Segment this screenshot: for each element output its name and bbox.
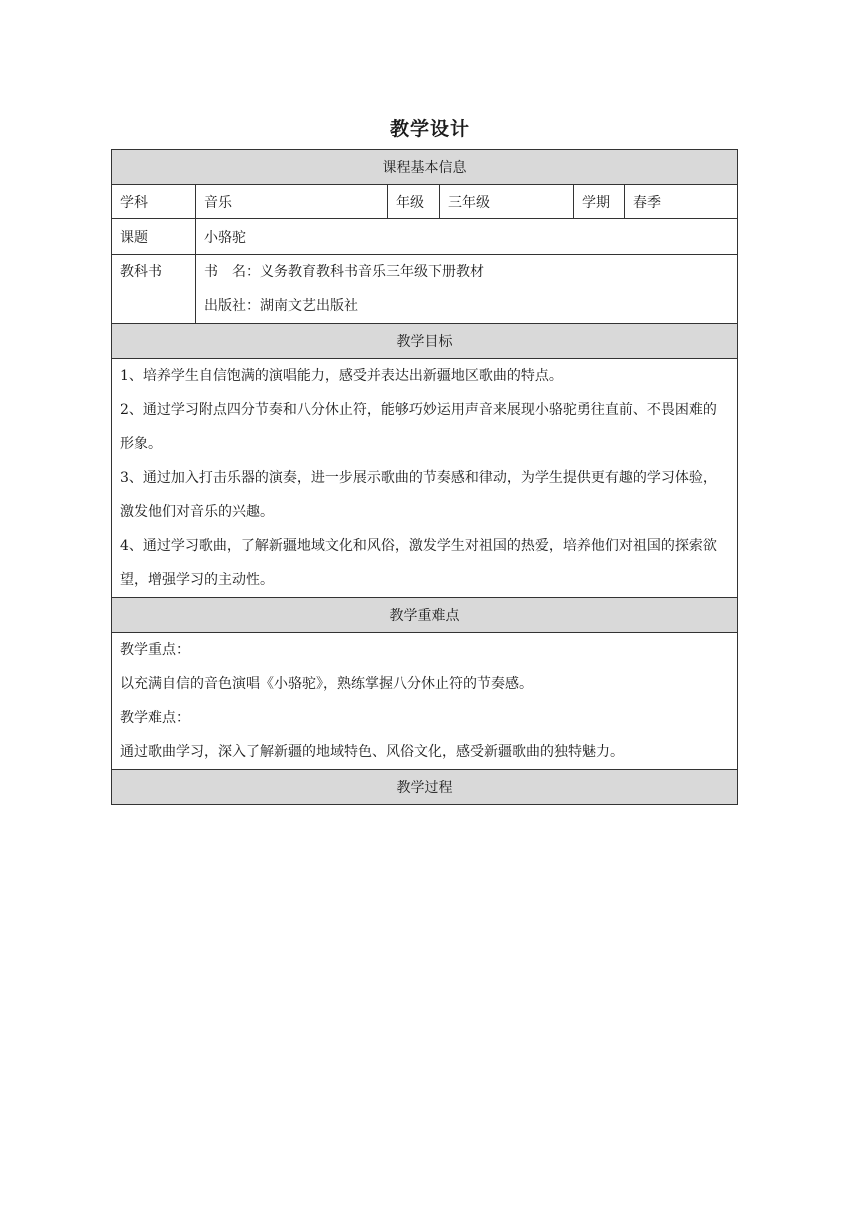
term-value: 春季 <box>625 185 738 219</box>
subject-value: 音乐 <box>196 185 388 219</box>
textbook-name: 书 名：义务教育教科书音乐三年级下册教材 <box>204 264 484 280</box>
grade-label: 年级 <box>388 185 440 219</box>
textbook-publisher: 出版社：湖南文艺出版社 <box>204 298 358 314</box>
section-header-objectives: 教学目标 <box>112 324 738 359</box>
textbook-info-cell <box>196 255 738 324</box>
focus-text: 以充满自信的音色演唱《小骆驼》，熟练掌握八分休止符的节奏感。 <box>120 676 533 692</box>
objectives-cell <box>112 359 738 598</box>
textbook-label: 教科书 <box>120 264 162 280</box>
grade-value: 三年级 <box>440 185 574 219</box>
lesson-plan-table <box>111 149 738 805</box>
term-label: 学期 <box>574 185 625 219</box>
objective-item: 1、培养学生自信饱满的演唱能力，感受并表达出新疆地区歌曲的特点。 <box>120 368 563 384</box>
key-points-cell <box>112 633 738 770</box>
topic-value: 小骆驼 <box>196 219 738 255</box>
focus-label: 教学重点： <box>120 642 190 658</box>
section-header-key-points: 教学重难点 <box>112 598 738 633</box>
subject-label: 学科 <box>112 185 196 219</box>
difficulty-text: 通过歌曲学习，深入了解新疆的地域特色、风俗文化，感受新疆歌曲的独特魅力。 <box>120 744 624 760</box>
document-title: 教学设计 <box>389 118 470 140</box>
textbook-label-cell <box>112 255 196 324</box>
objective-item: 4、通过学习歌曲，了解新疆地域文化和风俗，激发学生对祖国的热爱，培养他们对祖国的探索欲望，增强学习的主动性。 <box>120 538 717 588</box>
section-header-basic-info: 课程基本信息 <box>112 150 738 185</box>
objective-item: 3、通过加入打击乐器的演奏，进一步展示歌曲的节奏感和律动，为学生提供更有趣的学习体验，激发他们对音乐的兴趣。 <box>120 470 717 520</box>
difficulty-label: 教学难点： <box>120 710 190 726</box>
topic-label: 课题 <box>112 219 196 255</box>
objective-item: 2、通过学习附点四分节奏和八分休止符，能够巧妙运用声音来展现小骆驼勇往直前、不畏困难的形象。 <box>120 402 717 452</box>
section-header-process: 教学过程 <box>112 770 738 805</box>
